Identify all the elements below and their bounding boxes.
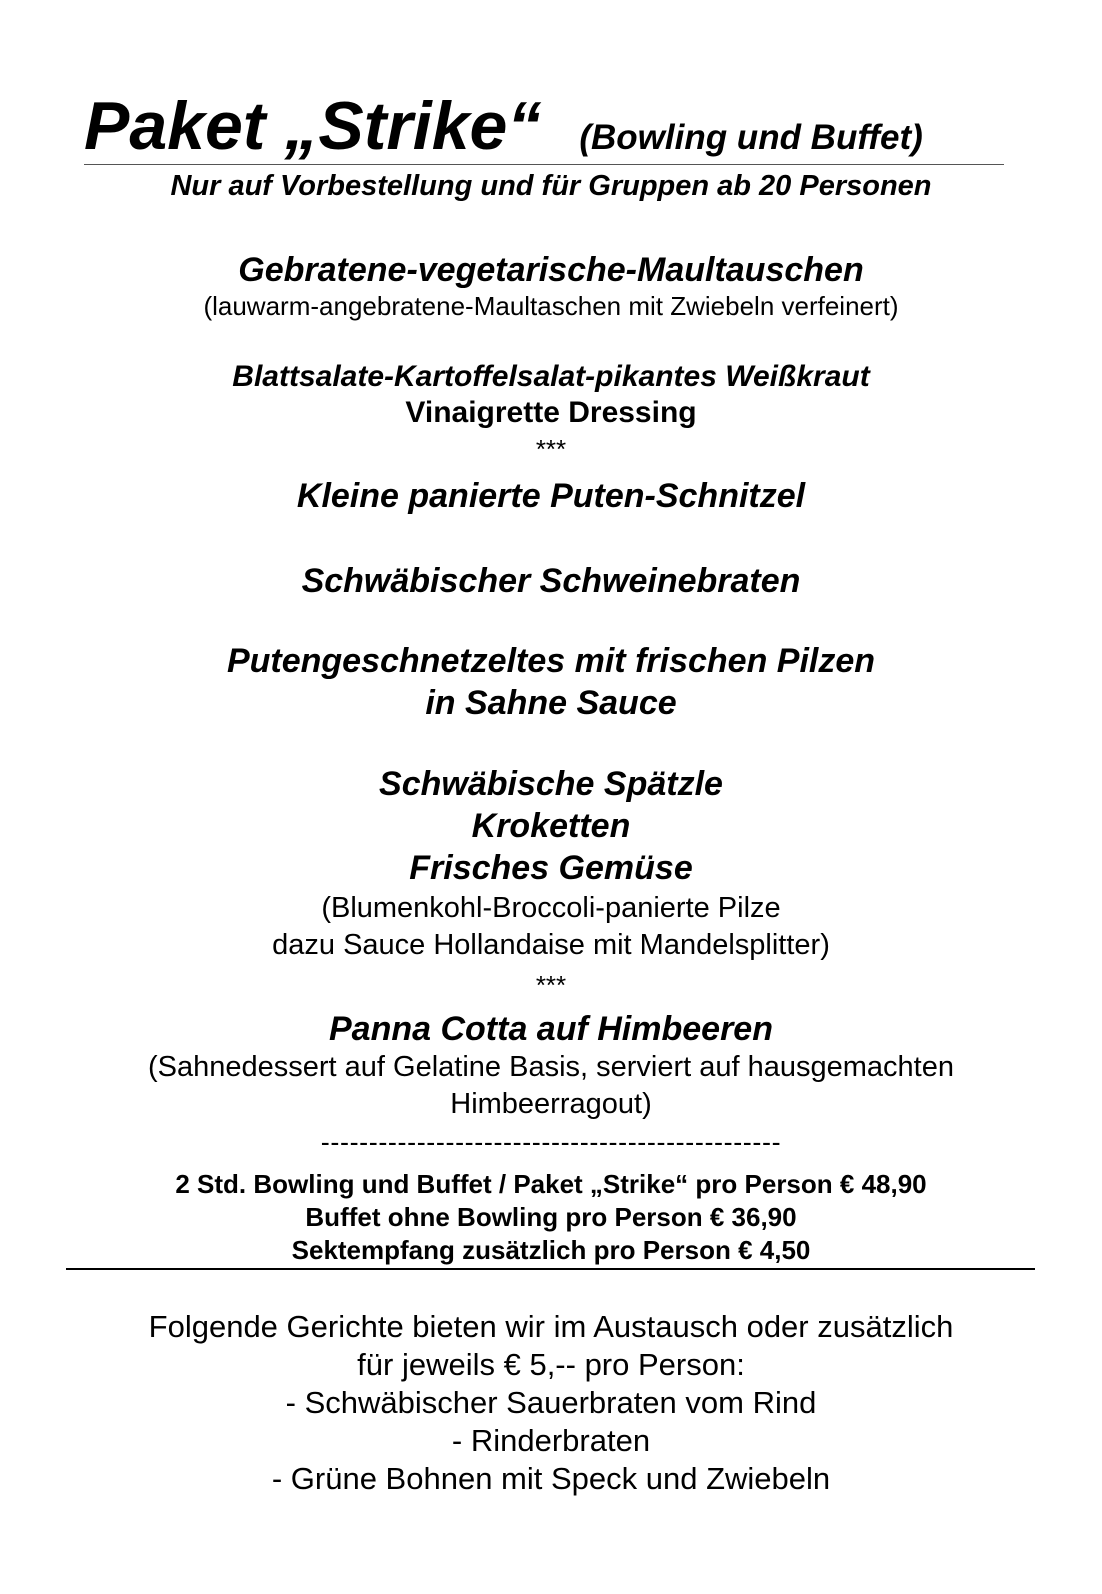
dessert-title: Panna Cotta auf Himbeeren	[329, 1010, 773, 1048]
dish-maultaschen-description: (lauwarm-angebratene-Maultaschen mit Zwiebeln verfeinert)	[203, 291, 899, 321]
dish-maultaschen-title: Gebratene-vegetarische-Maultauschen	[238, 251, 864, 289]
dish-geschnetzeltes-line1: Putengeschnetzeltes mit frischen Pilzen	[226, 642, 876, 680]
separator-stars: ***	[535, 434, 567, 464]
dessert-description-line2: Himbeerragout)	[450, 1088, 652, 1120]
price-bowling-buffet: 2 Std. Bowling und Buffet / Paket „Strike“ pro Person € 48,90	[175, 1169, 927, 1199]
extras-intro-line1: Folgende Gerichte bieten wir im Austausch oder zusätzlich	[148, 1309, 954, 1344]
side-kroketten: Kroketten	[471, 807, 631, 845]
price-buffet-only: Buffet ohne Bowling pro Person € 36,90	[305, 1202, 797, 1232]
separator-stars: ***	[535, 970, 567, 1000]
side-gemuese-description-line1: (Blumenkohl-Broccoli-panierte Pilze	[321, 892, 781, 924]
extras-item: - Grüne Bohnen mit Speck und Zwiebeln	[271, 1461, 831, 1496]
side-gemuese-description-line2: dazu Sauce Hollandaise mit Mandelsplitter)	[272, 929, 830, 961]
side-gemuese: Frisches Gemüse	[409, 849, 693, 887]
dessert-description-line1: (Sahnedessert auf Gelatine Basis, serviert auf hausgemachten	[147, 1051, 954, 1083]
price-sektempfang: Sektempfang zusätzlich pro Person € 4,50	[291, 1235, 811, 1265]
page-subtitle: (Bowling und Buffet)	[579, 118, 923, 157]
booking-note: Nur auf Vorbestellung und für Gruppen ab 20 Personen	[170, 170, 932, 202]
dashed-separator: ------------------------------------------------	[320, 1127, 782, 1157]
dish-schnitzel: Kleine panierte Puten-Schnitzel	[296, 477, 806, 515]
side-spaetzle: Schwäbische Spätzle	[379, 765, 723, 803]
section-divider	[66, 1268, 1035, 1270]
dish-salate-dressing: Vinaigrette Dressing	[405, 396, 697, 429]
extras-item: - Rinderbraten	[451, 1423, 651, 1458]
dish-schweinebraten: Schwäbischer Schweinebraten	[301, 562, 801, 600]
page-title: Paket „Strike“	[84, 88, 542, 164]
extras-item: - Schwäbischer Sauerbraten vom Rind	[285, 1385, 817, 1420]
title-row	[84, 88, 1004, 165]
dish-salate-title: Blattsalate-Kartoffelsalat-pikantes Weißkraut	[232, 360, 870, 393]
extras-intro-line2: für jeweils € 5,-- pro Person:	[357, 1347, 745, 1382]
dish-geschnetzeltes-line2: in Sahne Sauce	[425, 684, 677, 722]
